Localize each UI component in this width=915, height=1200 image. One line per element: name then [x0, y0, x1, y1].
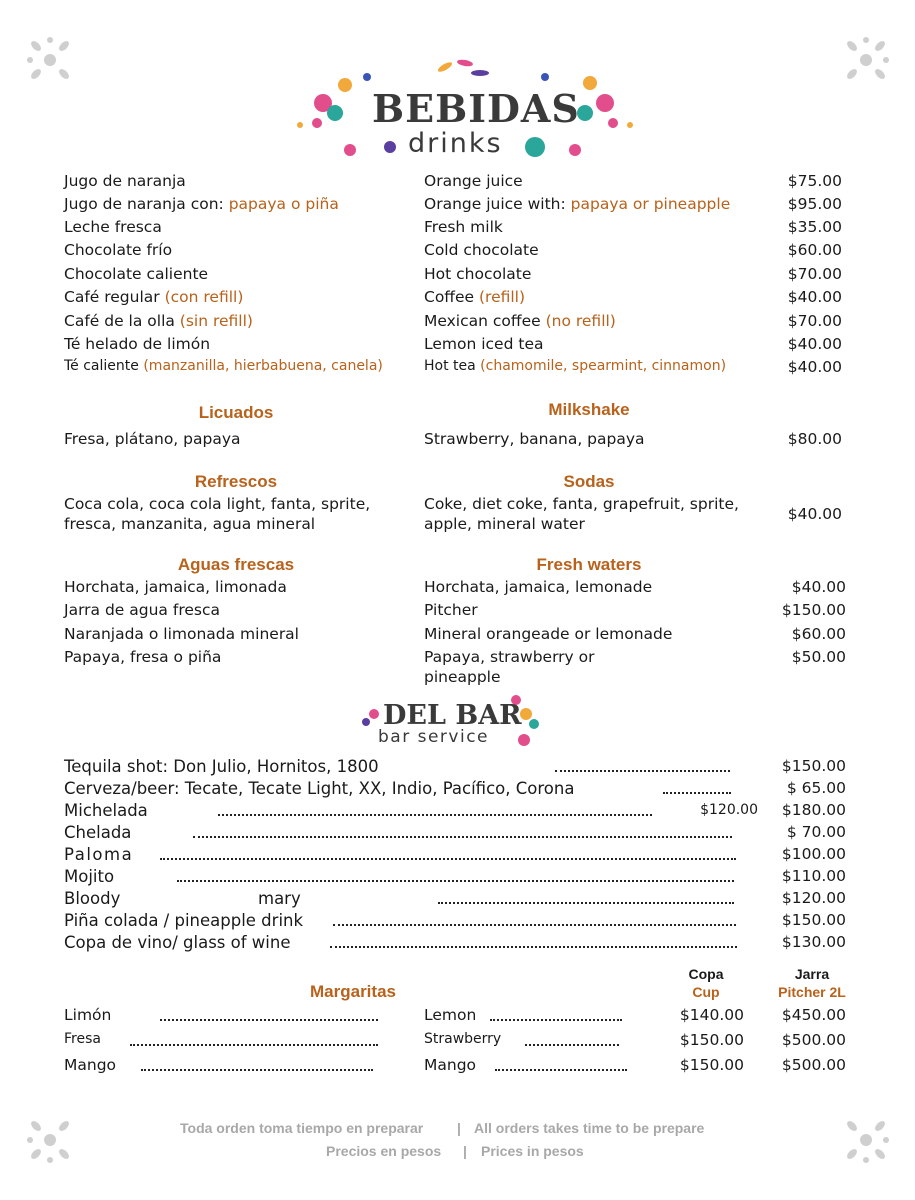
leader-dots: [218, 814, 652, 816]
drink-note-en: (refill): [478, 288, 526, 306]
bar-item-alt-price: $120.00: [700, 802, 758, 818]
drink-name-en-text: Cold chocolate: [424, 241, 539, 259]
licuados-price: $80.00: [787, 430, 842, 448]
leader-dots: [330, 946, 737, 948]
drink-name-en: [424, 172, 523, 190]
drink-price: $35.00: [787, 218, 842, 236]
drink-name-en-text: Hot tea: [424, 358, 481, 374]
drink-name-en-text: Orange juice with:: [424, 195, 571, 213]
drink-note-en: papaya or pineapple: [570, 195, 731, 213]
bar-item-price: $ 65.00: [786, 779, 846, 797]
drink-name-en-text: Orange juice: [424, 172, 523, 190]
drink-price: $40.00: [787, 335, 842, 353]
drink-name-es: [64, 265, 208, 283]
drink-name-es: [64, 195, 339, 213]
leader-dots: [525, 1044, 619, 1046]
col-cup-es: Copa: [688, 966, 724, 982]
refrescos-es-line2: fresca, manzanita, agua mineral: [64, 515, 316, 533]
leader-dots: [130, 1044, 378, 1046]
leader-dots: [490, 1019, 622, 1021]
margarita-pitcher-price: $500.00: [781, 1056, 846, 1074]
drink-price: $40.00: [787, 288, 842, 306]
drink-price: $70.00: [787, 312, 842, 330]
leader-dots: [160, 858, 736, 860]
licuados-en: Strawberry, banana, papaya: [424, 430, 645, 448]
margarita-cup-price: $150.00: [679, 1056, 744, 1074]
agua-price: $40.00: [791, 578, 846, 596]
drink-name-es: [64, 288, 243, 306]
licuados-es: Fresa, plátano, papaya: [64, 430, 241, 448]
section-heading-fresh-waters: Fresh waters: [536, 555, 642, 574]
drink-price: $40.00: [787, 358, 842, 376]
drink-name-es-text: Chocolate frío: [64, 241, 173, 259]
agua-name-en: Mineral orangeade or lemonade: [424, 625, 673, 643]
drink-note-es: (manzanilla, hierbabuena, canela): [143, 358, 383, 374]
margarita-name-en: Lemon: [424, 1006, 477, 1024]
footer-prices-es: Precios en pesos: [326, 1143, 442, 1159]
drink-name-es-text: Té helado de limón: [64, 335, 211, 353]
bar-item-price: $180.00: [781, 801, 846, 819]
drink-name-en: [424, 288, 525, 306]
bar-item-name: Chelada: [64, 823, 132, 842]
agua-name-es: Naranjada o limonada mineral: [64, 625, 299, 643]
agua-name-es: Papaya, fresa o piña: [64, 648, 222, 666]
corner-ornament-bottom-left: [22, 1112, 78, 1168]
margarita-name-es: Mango: [64, 1056, 117, 1074]
drink-name-es: [64, 358, 383, 374]
drink-name-en-text: Fresh milk: [424, 218, 503, 236]
drink-name-en: [424, 358, 726, 374]
drink-name-en: [424, 265, 531, 283]
drink-note-es: (sin refill): [179, 312, 253, 330]
agua-name-en-line2: pineapple: [424, 668, 501, 686]
drink-name-es-text: Café de la olla: [64, 312, 180, 330]
bar-item-name: Mojito: [64, 867, 115, 886]
drink-price: $60.00: [787, 241, 842, 259]
bar-item-name: Copa de vino/ glass of wine: [64, 933, 291, 952]
bar-item-name: Paloma: [64, 845, 134, 864]
menu-title: BEBIDAS: [372, 86, 580, 131]
bar-item-name: Michelada: [64, 801, 148, 820]
margarita-name-es: Fresa: [64, 1031, 101, 1047]
drink-name-es-text: Leche fresca: [64, 218, 162, 236]
drink-name-en-text: Lemon iced tea: [424, 335, 544, 353]
footer-note-en: All orders takes time to be prepare: [474, 1120, 705, 1136]
margarita-pitcher-price: $500.00: [781, 1031, 846, 1049]
drink-name-en-text: Coffee: [424, 288, 479, 306]
leader-dots: [177, 880, 734, 882]
drink-note-en: (no refill): [545, 312, 616, 330]
drink-note-es: (con refill): [164, 288, 244, 306]
bar-item-name-2: mary: [258, 889, 301, 908]
drink-name-es-text: Jugo de naranja con:: [64, 195, 229, 213]
bar-subtitle: bar service: [378, 727, 489, 747]
drink-name-en: [424, 241, 539, 259]
agua-name-es: Horchata, jamaica, limonada: [64, 578, 287, 596]
menu-subtitle: drinks: [408, 128, 503, 159]
refrescos-price: $40.00: [787, 505, 842, 523]
drink-name-en: [424, 195, 730, 213]
drink-name-es: [64, 335, 210, 353]
bar-item-price: $100.00: [781, 845, 846, 863]
drink-name-es: [64, 172, 186, 190]
bar-item-price: $150.00: [781, 911, 846, 929]
leader-dots: [495, 1069, 627, 1071]
margarita-cup-price: $140.00: [679, 1006, 744, 1024]
agua-name-es: Jarra de agua fresca: [64, 601, 220, 619]
bar-item-price: $130.00: [781, 933, 846, 951]
leader-dots: [193, 836, 732, 838]
drink-price: $75.00: [787, 172, 842, 190]
margarita-cup-price: $150.00: [679, 1031, 744, 1049]
corner-ornament-bottom-right: [838, 1112, 894, 1168]
agua-price: $50.00: [791, 648, 846, 666]
drink-name-es: [64, 312, 253, 330]
footer-separator-1: |: [457, 1120, 461, 1136]
drink-name-es: [64, 218, 162, 236]
bar-title: DEL BAR: [383, 700, 522, 731]
drink-name-en: [424, 312, 616, 330]
col-jar-es: Jarra: [794, 966, 830, 982]
section-heading-sodas: Sodas: [563, 472, 615, 491]
bar-item-name: Piña colada / pineapple drink: [64, 911, 304, 930]
margarita-pitcher-price: $450.00: [781, 1006, 846, 1024]
footer-separator-2: |: [463, 1143, 467, 1159]
margarita-name-en: Strawberry: [424, 1031, 502, 1047]
leader-dots: [555, 770, 730, 772]
drink-name-en: [424, 335, 543, 353]
bar-item-name: Bloody: [64, 889, 121, 908]
refrescos-es-line1: Coca cola, coca cola light, fanta, sprite,: [64, 495, 371, 513]
leader-dots: [141, 1069, 373, 1071]
footer-note-es: Toda orden toma tiempo en preparar: [180, 1120, 424, 1136]
drink-name-en: [424, 218, 503, 236]
drink-note-es: papaya o piña: [228, 195, 339, 213]
corner-ornament-top-left: [22, 32, 78, 88]
drink-price: $95.00: [787, 195, 842, 213]
refrescos-en-line2: apple, mineral water: [424, 515, 585, 533]
leader-dots: [333, 924, 736, 926]
section-heading-licuados: Licuados: [198, 403, 274, 422]
leader-dots: [438, 902, 734, 904]
leader-dots: [663, 792, 731, 794]
drink-note-en: (chamomile, spearmint, cinnamon): [480, 358, 727, 374]
drink-name-es-text: Café regular: [64, 288, 165, 306]
section-heading-milkshake: Milkshake: [548, 400, 630, 419]
drink-price: $70.00: [787, 265, 842, 283]
col-cup-en: Cup: [692, 984, 720, 1000]
bar-item-price: $110.00: [781, 867, 846, 885]
bar-item-price: $ 70.00: [786, 823, 846, 841]
drink-name-es-text: Chocolate caliente: [64, 265, 209, 283]
leader-dots: [160, 1019, 378, 1021]
col-jar-en: Pitcher 2L: [778, 984, 846, 1000]
margarita-name-es: Limón: [64, 1006, 112, 1024]
section-heading-aguas-frescas: Aguas frescas: [177, 555, 295, 574]
bar-item-price: $120.00: [781, 889, 846, 907]
margarita-name-en: Mango: [424, 1056, 477, 1074]
section-heading-margaritas: Margaritas: [310, 982, 396, 1001]
drink-name-en-text: Hot chocolate: [424, 265, 532, 283]
drink-name-es: [64, 241, 172, 259]
agua-price: $60.00: [791, 625, 846, 643]
refrescos-en-line1: Coke, diet coke, fanta, grapefruit, sprite,: [424, 495, 739, 513]
agua-price: $150.00: [781, 601, 846, 619]
agua-name-en: Horchata, jamaica, lemonade: [424, 578, 653, 596]
bar-item-name: Cerveza/beer: Tecate, Tecate Light, XX, Indio, Pacífico, Corona: [64, 779, 575, 798]
section-heading-refrescos: Refrescos: [194, 472, 278, 491]
drink-name-es-text: Jugo de naranja: [64, 172, 186, 190]
corner-ornament-top-right: [838, 32, 894, 88]
agua-name-en: Pitcher: [424, 601, 478, 619]
bar-item-price: $150.00: [781, 757, 846, 775]
bar-item-name: Tequila shot: Don Julio, Hornitos, 1800: [64, 757, 379, 776]
agua-name-en: Papaya, strawberry or: [424, 648, 595, 666]
footer-prices-en: Prices in pesos: [481, 1143, 584, 1159]
drink-name-es-text: Té caliente: [64, 358, 144, 374]
drink-name-en-text: Mexican coffee: [424, 312, 546, 330]
